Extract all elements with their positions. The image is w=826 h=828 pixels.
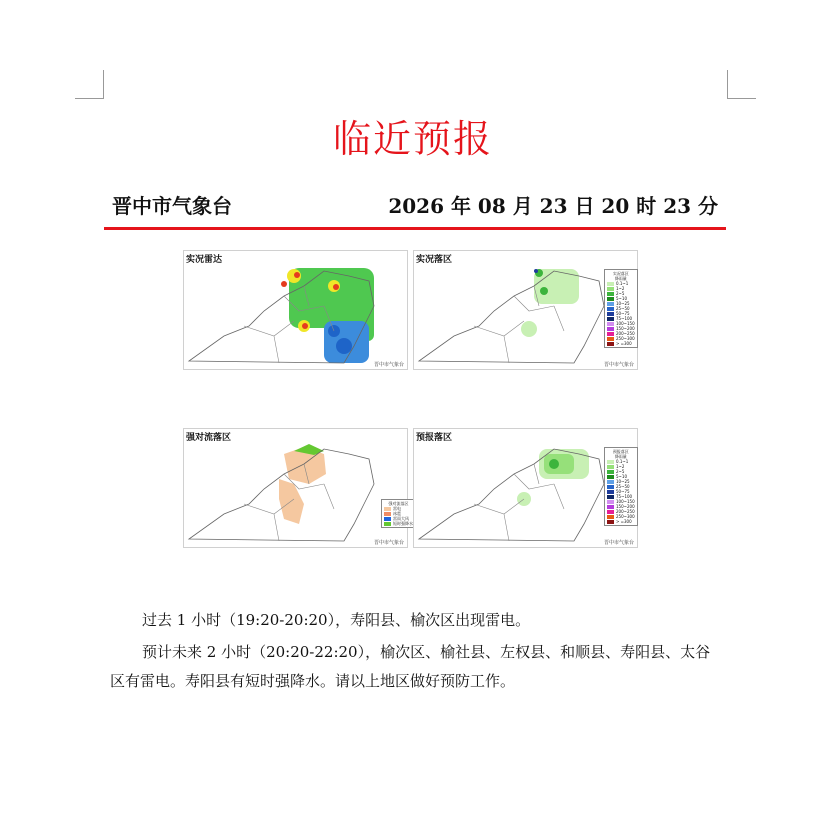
forecast-rain-panel [413, 428, 638, 548]
panel-title: 强对流落区 [186, 433, 232, 443]
legend-label: 50~75 [616, 311, 630, 316]
crop-mark-top-right [727, 70, 756, 99]
legend-label: 1~2 [616, 464, 625, 469]
legend-swatch [607, 327, 614, 331]
legend-title: 实况落区 [612, 271, 629, 276]
legend-swatch [607, 337, 614, 341]
legend-swatch [607, 520, 614, 524]
legend-label: 5~10 [616, 474, 627, 479]
legend-swatch [607, 460, 614, 464]
legend-swatch [607, 505, 614, 509]
legend-label: 250~300 [616, 514, 635, 519]
legend-label: 0.1~1 [616, 281, 629, 286]
legend-label: 1~2 [616, 286, 625, 291]
legend-label: 25~50 [616, 306, 630, 311]
radar-map-panel [183, 250, 408, 370]
convection-panel [183, 428, 413, 548]
legend-swatch [607, 292, 614, 296]
legend-swatch [607, 510, 614, 514]
legend-title: 强对流落区 [388, 501, 409, 506]
legend-label: > =300 [616, 341, 632, 346]
rain-legend-observed [604, 269, 638, 348]
legend-swatch [384, 512, 391, 516]
legend-item [607, 519, 635, 524]
legend-label: 100~150 [616, 321, 635, 326]
legend-label: 100~150 [616, 499, 635, 504]
legend-label: 50~75 [616, 489, 630, 494]
convection-map [184, 429, 409, 549]
legend-label: 25~50 [616, 484, 630, 489]
legend-label: 200~250 [616, 331, 635, 336]
legend-label: 雷电 [393, 506, 401, 511]
panel-title: 实况雷达 [186, 255, 223, 265]
header-divider [104, 227, 726, 230]
legend-swatch [607, 307, 614, 311]
issuing-office: 晋中市气象台 [112, 194, 232, 218]
issue-datetime: 2026 年 08 月 23 日 20 时 23 分 [388, 194, 718, 218]
page-title: 临近预报 [332, 117, 493, 161]
convection-legend [381, 499, 416, 528]
legend-label: 短时强降水 [393, 521, 413, 526]
rain-legend-forecast [604, 447, 638, 526]
legend-subtitle: 降雨量 [614, 454, 627, 459]
legend-label: 2~5 [616, 469, 625, 474]
legend-item [607, 341, 635, 346]
legend-swatch [607, 302, 614, 306]
panel-footer: 晋中市气象台 [373, 362, 404, 368]
legend-swatch [607, 465, 614, 469]
panel-title: 实况落区 [416, 255, 453, 265]
legend-swatch [607, 490, 614, 494]
legend-swatch [607, 297, 614, 301]
legend-label: 2~5 [616, 291, 625, 296]
legend-item [384, 521, 413, 526]
crop-mark-top-left [75, 70, 104, 99]
legend-label: 150~200 [616, 326, 635, 331]
legend-swatch [607, 485, 614, 489]
panel-footer: 晋中市气象台 [603, 362, 634, 368]
legend-swatch [384, 522, 391, 526]
legend-swatch [607, 322, 614, 326]
legend-label: 5~10 [616, 296, 627, 301]
panel-footer: 晋中市气象台 [373, 540, 404, 546]
legend-swatch [607, 282, 614, 286]
observed-rain-panel [413, 250, 638, 370]
paragraph-forecast: 预计未来 2 小时（20:20-22:20），榆次区、榆社县、左权县、和顺县、寿阳县、太谷区有雷电。寿阳县有短时强降水。请以上地区做好预防工作。 [110, 643, 711, 690]
legend-label: 75~100 [616, 494, 633, 499]
legend-label: > =300 [616, 519, 632, 524]
legend-swatch [607, 475, 614, 479]
legend-label: 10~25 [616, 479, 630, 484]
legend-label: 200~250 [616, 509, 635, 514]
legend-subtitle: 降雨量 [614, 276, 627, 281]
legend-label: 雷雨大风 [393, 516, 409, 521]
panel-title: 预报落区 [416, 433, 453, 443]
legend-swatch [607, 332, 614, 336]
legend-swatch [607, 287, 614, 291]
paragraph-past-hour: 过去 1 小时（19:20-20:20），寿阳县、榆次区出现雷电。 [142, 611, 531, 629]
legend-label: 75~100 [616, 316, 633, 321]
legend-label: 0.1~1 [616, 459, 629, 464]
legend-swatch [384, 507, 391, 511]
legend-label: 10~25 [616, 301, 630, 306]
legend-label: 250~300 [616, 336, 635, 341]
legend-swatch [607, 317, 614, 321]
legend-swatch [384, 517, 391, 521]
legend-swatch [607, 480, 614, 484]
panel-footer: 晋中市气象台 [603, 540, 634, 546]
legend-swatch [607, 342, 614, 346]
legend-swatch [607, 312, 614, 316]
legend-swatch [607, 515, 614, 519]
legend-swatch [607, 495, 614, 499]
legend-title: 预报落区 [612, 449, 629, 454]
radar-map [184, 251, 409, 371]
legend-label: 冰雹 [393, 511, 401, 516]
legend-swatch [607, 470, 614, 474]
legend-label: 150~200 [616, 504, 635, 509]
legend-swatch [607, 500, 614, 504]
